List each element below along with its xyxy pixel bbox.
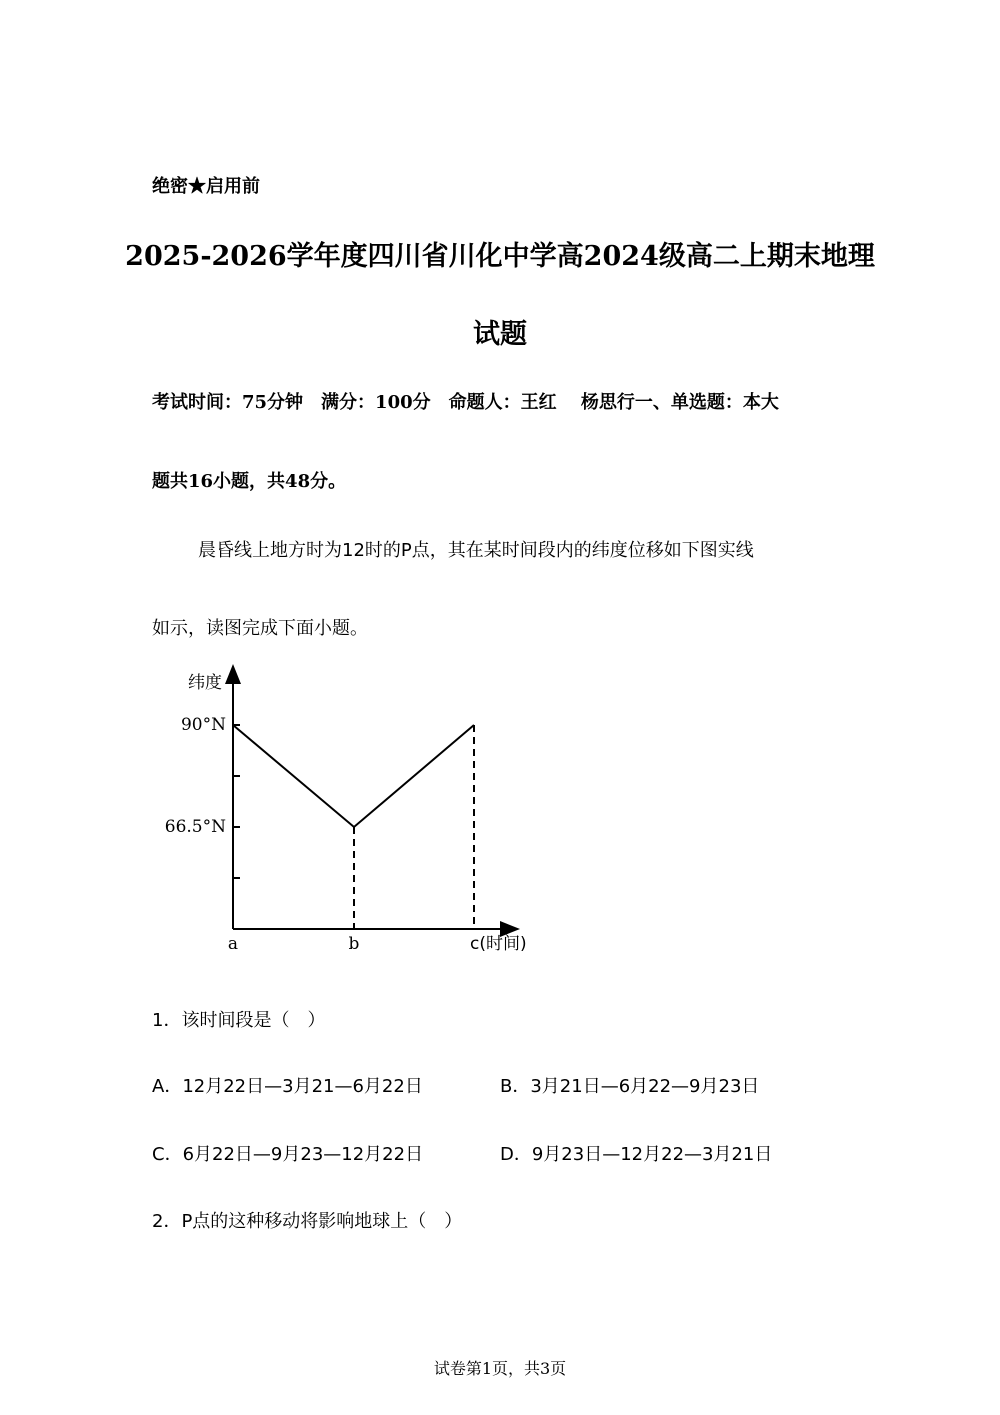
y-tick-label-90n: 90°N <box>180 715 226 735</box>
exam-info-line1: 考试时间：75分钟 满分：100分 命题人：王红 杨思行一、单选题：本大 <box>152 392 779 413</box>
exam-title-line1: 2025-2026学年度四川省川化中学高2024级高二上期末地理 <box>125 241 875 272</box>
confidential-label: 绝密★启用前 <box>152 176 260 197</box>
y-tick-label-66-5n: 66.5°N <box>164 817 226 837</box>
intro-line2: 如示，读图完成下面小题。 <box>152 618 368 639</box>
x-tick-label-a: a <box>227 934 239 954</box>
y-axis-label: 纬度 <box>188 673 222 693</box>
page-footer: 试卷第1页，共3页 <box>433 1359 567 1378</box>
x-tick-label-c: c(时间) <box>470 934 527 954</box>
exam-title-line2: 试题 <box>473 319 527 350</box>
question-1-stem: 1．该时间段是（ ） <box>152 1010 326 1031</box>
question-1-option-a[interactable]: A．12月22日—3月21—6月22日 <box>152 1076 423 1097</box>
intro-line1: 晨昏线上地方时为12时的P点，其在某时间段内的纬度位移如下图实线 <box>198 540 754 561</box>
question-1-option-b[interactable]: B．3月21日—6月22—9月23日 <box>500 1076 760 1097</box>
exam-info-line2: 题共16小题，共48分。 <box>152 471 347 492</box>
question-2-stem: 2．P点的这种移动将影响地球上（ ） <box>152 1211 463 1232</box>
latitude-chart <box>140 660 560 970</box>
question-1-option-c[interactable]: C．6月22日—9月23—12月22日 <box>152 1144 424 1165</box>
x-tick-label-b: b <box>348 934 360 954</box>
latitude-series-line <box>233 725 474 827</box>
question-1-option-d[interactable]: D．9月23日—12月22—3月21日 <box>500 1144 773 1165</box>
